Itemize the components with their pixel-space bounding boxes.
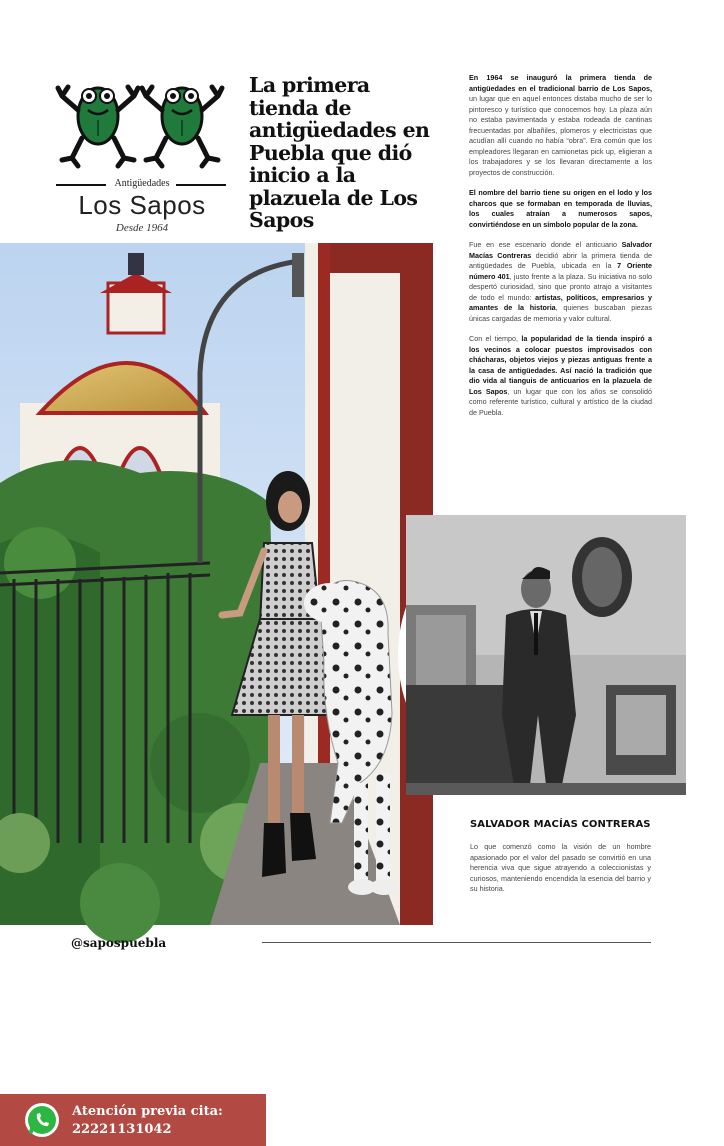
portrait-illustration bbox=[406, 515, 686, 795]
paragraph-text: , justo frente a la plaza. Su iniciativa no solo despertó curiosidad, sino que pronto atrajo a visitantes de todo el mundo: bbox=[469, 271, 652, 302]
paragraph-text: un lugar que en aquel entonces distaba mucho de ser lo pintoresco y turístico que conocemos hoy. La plaza aún no estaba pavimentada y estaba rodeada de cantinas frecuentadas por albañiles, plomeros y electricistas que acudían allí cuando no había “obra”. Era común que los empleadores llegaran en camionetas pick up, eligieran a los trabajadores y se los llevaran directamente a los proyectos de construcción. bbox=[469, 94, 652, 177]
social-handle[interactable]: @sapospuebla bbox=[71, 936, 167, 950]
paragraph-text: , quienes buscaban piezas únicas cargadas de memoria y valor cultural. bbox=[469, 303, 652, 323]
bold-text: la popularidad de la tienda inspiró a los vecinos a colocar puestos improvisados con chácharas, objetos viejos y piezas antiguas frente a la casa de antigüedades. Así nació la tradición que dio vida al tianguis de anticuarios en la plazuela de Los Sapos bbox=[469, 334, 652, 396]
bold-text: Salvador Macías Contreras bbox=[469, 240, 652, 260]
bold-text: artistas, políticos, empresarios y amantes de la historia bbox=[469, 292, 652, 312]
caption-text: Lo que comenzó como la visión de un hombre apasionado por el valor del pasado se convirtió en una herencia viva que sigue atrayendo a coleccionistas y curiosos, manteniendo encendida la esencia del barrio y su historia. bbox=[470, 842, 651, 893]
page-title: La primera tienda de antigüedades en Puebla que dió inicio a la plazuela de Los Sapos bbox=[249, 73, 430, 232]
paragraph bbox=[469, 73, 652, 178]
logo-brand-name: Los Sapos bbox=[78, 190, 206, 220]
appointment-banner[interactable] bbox=[0, 1094, 266, 1146]
paragraph bbox=[469, 240, 652, 324]
paragraph-text: , un lugar que con los años se consolidó como referente turístico, cultural y artístico de la ciudad de Puebla. bbox=[469, 386, 652, 417]
portrait-photo bbox=[406, 515, 686, 795]
phone-number[interactable]: 22221131042 bbox=[72, 1122, 172, 1137]
article-body bbox=[469, 73, 652, 428]
logo-small-label: Antigüedades bbox=[114, 178, 170, 189]
photo-illustration bbox=[0, 243, 433, 925]
frog-icon bbox=[58, 70, 138, 170]
appointment-label: Atención previa cita: bbox=[72, 1104, 223, 1119]
bold-text: 7 Oriente número 401 bbox=[469, 261, 652, 281]
paragraph-text: Con el tiempo, bbox=[469, 334, 522, 343]
logo-since: Desde 1964 bbox=[115, 222, 169, 234]
frog-icon bbox=[142, 70, 222, 170]
paragraph-text: Fue en ese escenario donde el anticuario bbox=[469, 240, 622, 249]
paragraph bbox=[469, 188, 652, 230]
portrait-frame bbox=[398, 507, 694, 803]
paragraph-text: decidió abrir la primera tienda de antigüedades de Puebla, ubicada en la bbox=[469, 250, 652, 270]
bold-text: El nombre del barrio tiene su origen en el lodo y los charcos que se formaban en temporada de lluvias, los cuales atraían a numerosos sapos, convirtiéndose en un símbolo popular de la zona. bbox=[469, 188, 652, 229]
appointment-text bbox=[72, 1103, 223, 1139]
bold-text: En 1964 se inauguró la primera tienda de antigüedades en el tradicional barrio de Los Sapos, bbox=[469, 73, 652, 93]
paragraph bbox=[469, 334, 652, 418]
whatsapp-icon bbox=[24, 1102, 60, 1138]
brand-logo bbox=[52, 70, 232, 240]
caption-title: SALVADOR MACÍAS CONTRERAS bbox=[470, 819, 651, 830]
footer-rule bbox=[262, 942, 651, 943]
